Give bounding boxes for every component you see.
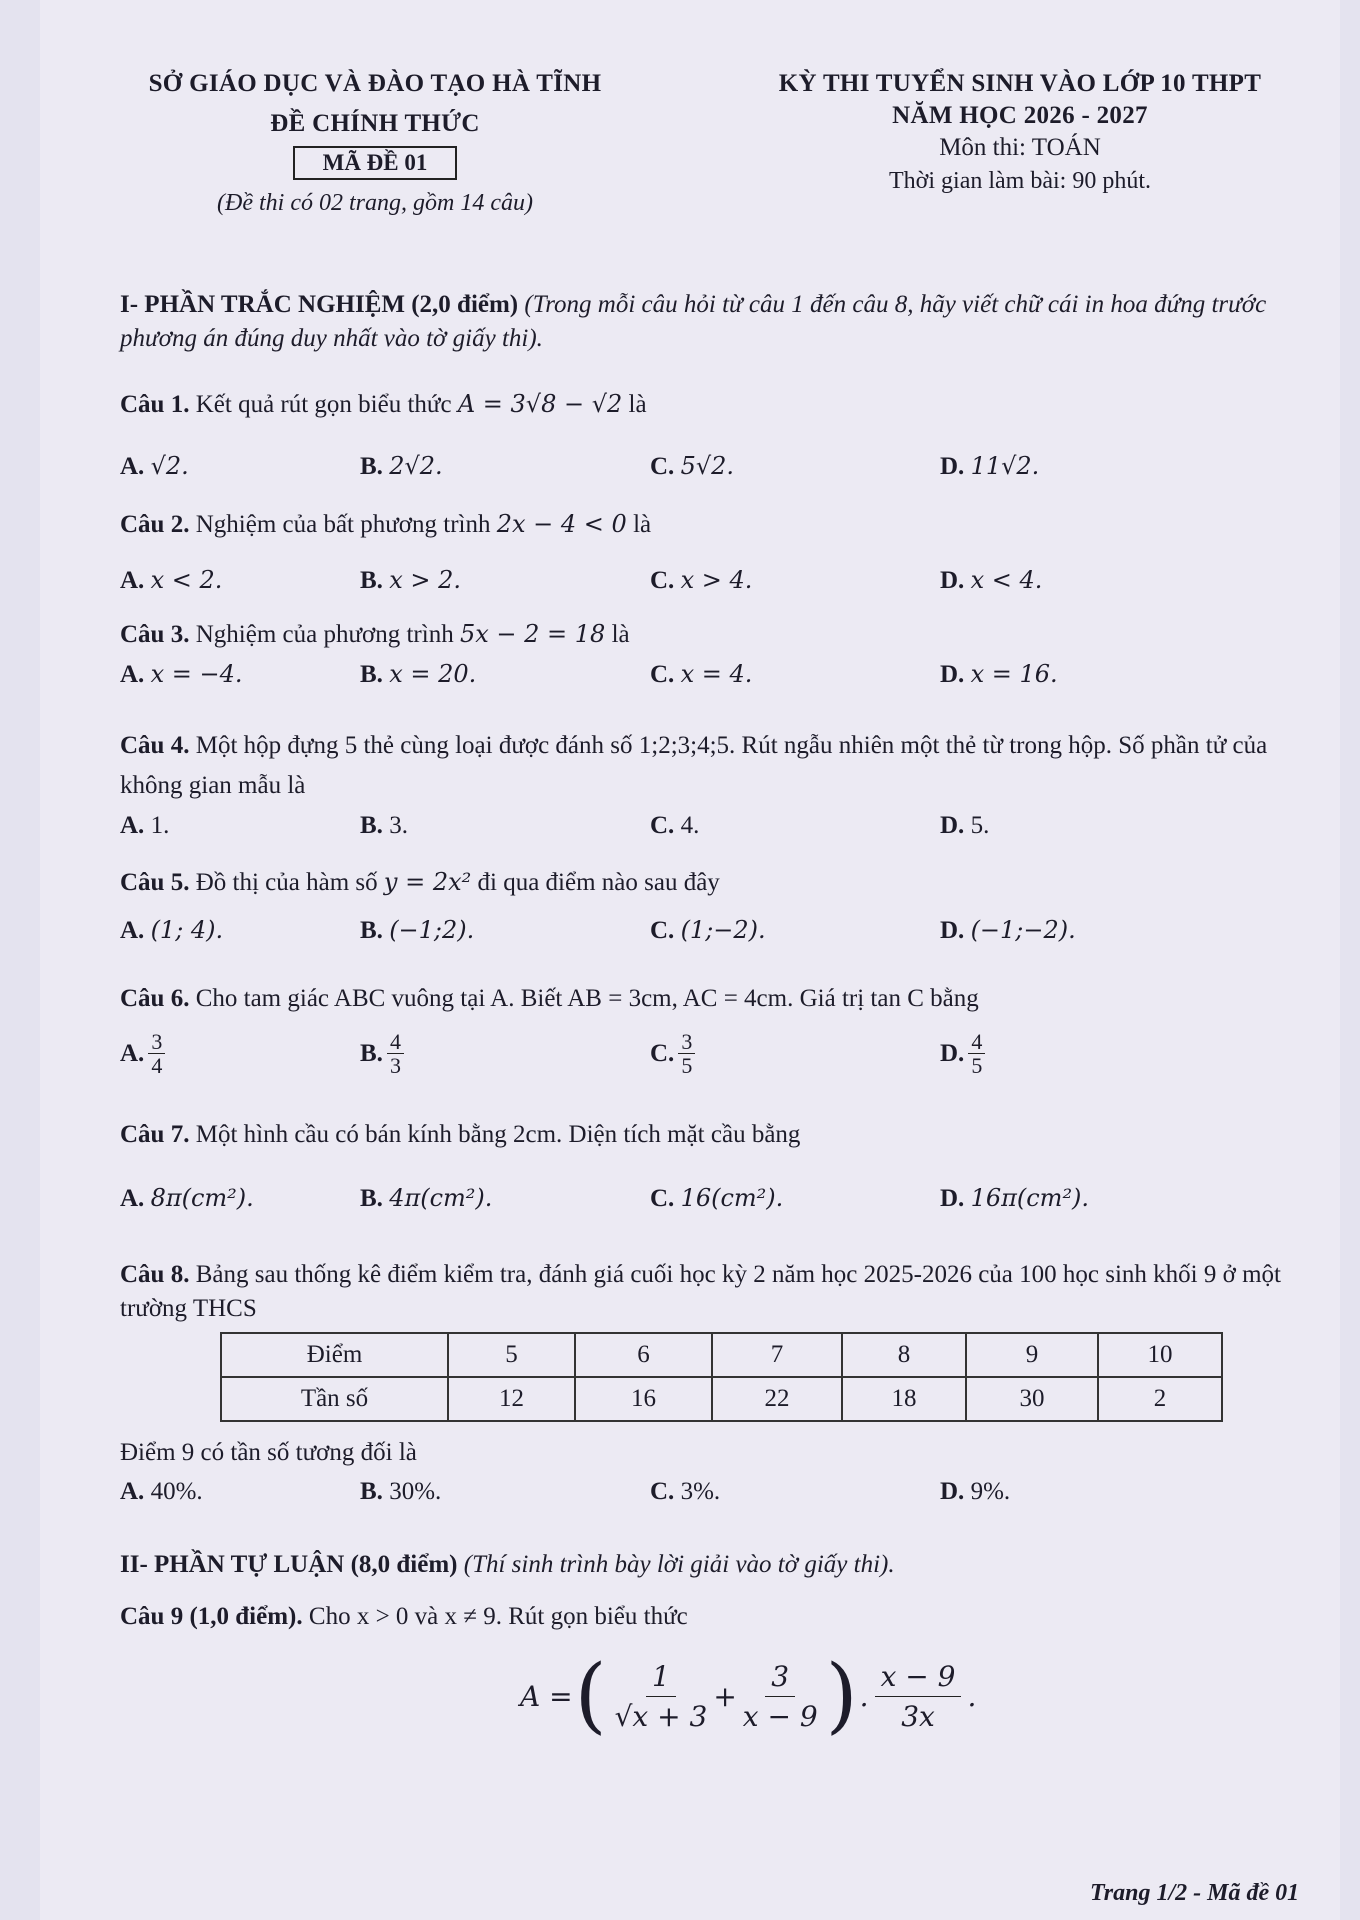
- q6-label: Câu 6.: [120, 985, 190, 1012]
- header-left: [140, 70, 610, 217]
- q4-option-d: 5.: [970, 812, 990, 839]
- q7-label: Câu 7.: [120, 1121, 190, 1148]
- question-2: [120, 508, 1310, 542]
- q2-option-d: x < 4.: [970, 566, 1043, 594]
- q1-option-b: 2√2.: [389, 452, 443, 480]
- right-paren: ): [825, 1648, 858, 1743]
- table-header-score: Điểm: [221, 1333, 448, 1377]
- question-8: [120, 1258, 1310, 1326]
- left-paren: (: [574, 1648, 607, 1743]
- q5-label: Câu 5.: [120, 869, 190, 896]
- option-letter-a: A.: [120, 812, 145, 839]
- q1-option-a: √2.: [150, 452, 189, 480]
- question-5: [120, 866, 1310, 900]
- q5-option-d: (−1;−2).: [970, 916, 1076, 944]
- option-letter-b: B.: [360, 1478, 383, 1505]
- option-letter-c: C.: [650, 1185, 675, 1212]
- table-cell: 6: [575, 1333, 712, 1377]
- table-row: [221, 1377, 1222, 1421]
- option-letter-d: D.: [940, 1039, 965, 1067]
- page-footer: Trang 1/2 - Mã đề 01: [1090, 1880, 1300, 1906]
- q3-option-c: x = 4.: [680, 660, 753, 688]
- pages-note: (Đề thi có 02 trang, gồm 14 câu): [217, 190, 533, 216]
- q5-option-b: (−1;2).: [389, 916, 475, 944]
- q5-tail: đi qua điểm nào sau đây: [477, 869, 720, 896]
- option-letter-c: C.: [650, 1478, 675, 1505]
- option-letter-c: C.: [650, 567, 675, 594]
- part2-title: II- PHẦN TỰ LUẬN (8,0 điểm): [120, 1551, 458, 1578]
- q6-a-den: 4: [151, 1053, 163, 1079]
- q5-text: Đồ thị của hàm số: [195, 869, 378, 896]
- q1-option-c: 5√2.: [680, 452, 735, 480]
- table-cell: 22: [712, 1377, 842, 1421]
- table-cell: 7: [712, 1333, 842, 1377]
- option-letter-d: D.: [940, 812, 965, 839]
- question-3: [120, 618, 1310, 652]
- fraction-1: [615, 1660, 708, 1733]
- exam-duration: Thời gian làm bài: 90 phút.: [889, 168, 1151, 194]
- q7-option-a: 8π(cm²).: [150, 1184, 254, 1212]
- q6-c-den: 5: [681, 1053, 693, 1079]
- q6-option-d: [968, 1030, 985, 1077]
- question-1: [120, 388, 1310, 422]
- q8-option-c: 3%.: [680, 1478, 721, 1505]
- q8-option-d: 9%.: [970, 1478, 1011, 1505]
- question-6: [120, 982, 1310, 1016]
- header-right: [720, 70, 1320, 195]
- q6-option-a: [148, 1030, 165, 1077]
- table-cell: 9: [966, 1333, 1098, 1377]
- option-letter-b: B.: [360, 453, 383, 480]
- table-cell: 18: [842, 1377, 966, 1421]
- option-letter-a: A.: [120, 661, 145, 688]
- formula-lhs: A =: [520, 1679, 573, 1713]
- option-letter-c: C.: [650, 661, 675, 688]
- option-letter-c: C.: [650, 453, 675, 480]
- q7-text: Một hình cầu có bán kính bằng 2cm. Diện tích mặt cầu bằng: [195, 1121, 801, 1148]
- q1-text: Kết quả rút gọn biểu thức: [195, 391, 452, 418]
- q1-math: A = 3√8 − √2: [457, 390, 623, 418]
- q9-formula: [520, 1648, 977, 1743]
- q4-option-b: 3.: [389, 812, 408, 839]
- option-letter-d: D.: [940, 453, 965, 480]
- question-9: [120, 1600, 1310, 1634]
- option-letter-c: C.: [650, 1039, 675, 1067]
- q6-d-den: 5: [971, 1053, 983, 1079]
- option-letter-d: D.: [940, 917, 965, 944]
- q2-option-c: x > 4.: [680, 566, 753, 594]
- q4-label: Câu 4.: [120, 732, 190, 759]
- q6-d-num: 4: [968, 1030, 985, 1054]
- exam-title: KỲ THI TUYỂN SINH VÀO LỚP 10 THPT: [778, 70, 1262, 97]
- table-cell: 5: [448, 1333, 575, 1377]
- exam-code: MÃ ĐỀ 01: [293, 146, 458, 180]
- table-header-frequency: Tần số: [221, 1377, 448, 1421]
- exam-subject: Môn thi: TOÁN: [939, 134, 1101, 161]
- q2-text: Nghiệm của bất phương trình: [195, 511, 491, 538]
- q1-label: Câu 1.: [120, 391, 190, 418]
- q5-option-c: (1;−2).: [680, 916, 766, 944]
- option-letter-d: D.: [940, 661, 965, 688]
- q2-option-b: x > 2.: [389, 566, 461, 594]
- table-row: [221, 1333, 1222, 1377]
- option-letter-b: B.: [360, 1039, 383, 1067]
- question-4: [120, 726, 1310, 806]
- fraction-3: [875, 1660, 962, 1733]
- q4-option-c: 4.: [680, 812, 700, 839]
- q5-option-a: (1; 4).: [150, 916, 224, 944]
- q7-option-c: 16(cm²).: [680, 1184, 784, 1212]
- q3-tail: là: [611, 621, 630, 648]
- q3-option-b: x = 20.: [389, 660, 477, 688]
- option-letter-b: B.: [360, 812, 383, 839]
- q8-option-b: 30%.: [389, 1478, 442, 1505]
- q3-text: Nghiệm của phương trình: [195, 621, 454, 648]
- q8-label: Câu 8.: [120, 1261, 190, 1288]
- exam-year: NĂM HỌC 2026 - 2027: [892, 102, 1148, 129]
- exam-page: [40, 0, 1340, 1920]
- q5-math: y = 2x²: [383, 868, 472, 896]
- q2-math: 2x − 4 < 0: [496, 510, 627, 538]
- q6-text: Cho tam giác ABC vuông tại A. Biết AB = 3cm, AC = 4cm. Giá trị tan C bằng: [195, 985, 979, 1012]
- q6-option-b: [387, 1030, 404, 1077]
- q1-tail: là: [628, 391, 647, 418]
- q1-option-d: 11√2.: [970, 452, 1040, 480]
- q6-a-num: 3: [148, 1030, 165, 1054]
- option-letter-b: B.: [360, 567, 383, 594]
- q6-c-num: 3: [678, 1030, 695, 1054]
- q7-option-d: 16π(cm²).: [970, 1184, 1090, 1212]
- option-letter-a: A.: [120, 453, 145, 480]
- department: SỞ GIÁO DỤC VÀ ĐÀO TẠO HÀ TĨNH: [148, 70, 602, 97]
- q9-text: Cho x > 0 và x ≠ 9. Rút gọn biểu thức: [308, 1603, 688, 1630]
- option-letter-a: A.: [120, 567, 145, 594]
- q3-label: Câu 3.: [120, 621, 190, 648]
- fraction-3-denominator: 3x: [901, 1699, 935, 1733]
- q3-option-d: x = 16.: [970, 660, 1058, 688]
- q4-text: Một hộp đựng 5 thẻ cùng loại được đánh số 1;2;3;4;5. Rút ngẫu nhiên một thẻ từ trong hộp. Số phần tử của không gian mẫu là: [120, 732, 1268, 799]
- option-letter-a: A.: [120, 1039, 145, 1067]
- q3-math: 5x − 2 = 18: [459, 620, 606, 648]
- table-cell: 2: [1098, 1377, 1222, 1421]
- option-letter-d: D.: [940, 567, 965, 594]
- fraction-2-numerator: 3: [765, 1660, 795, 1697]
- fraction-2-denominator: x − 9: [742, 1699, 818, 1733]
- q6-b-den: 3: [389, 1053, 401, 1079]
- option-letter-a: A.: [120, 917, 145, 944]
- q8-after-text: Điểm 9 có tần số tương đối là: [120, 1439, 417, 1466]
- part1-title: I- PHẦN TRẮC NGHIỆM (2,0 điểm): [120, 291, 519, 318]
- q7-option-b: 4π(cm²).: [389, 1184, 493, 1212]
- fraction-3-numerator: x − 9: [875, 1660, 962, 1697]
- table-cell: 30: [966, 1377, 1098, 1421]
- q8-text: Bảng sau thống kê điểm kiểm tra, đánh giá cuối học kỳ 2 năm học 2025-2026 của 100 học sinh khối 9 ở một trường THCS: [120, 1261, 1281, 1322]
- question-7: [120, 1118, 1310, 1152]
- option-letter-b: B.: [360, 917, 383, 944]
- option-letter-a: A.: [120, 1478, 145, 1505]
- part2-heading: [120, 1548, 1310, 1582]
- score-frequency-table: [220, 1332, 1223, 1422]
- q6-b-num: 4: [387, 1030, 404, 1054]
- q2-tail: là: [633, 511, 652, 538]
- part2-instruction: (Thí sinh trình bày lời giải vào tờ giấy thi).: [463, 1551, 895, 1578]
- option-letter-b: B.: [360, 661, 383, 688]
- table-cell: 12: [448, 1377, 575, 1421]
- q2-label: Câu 2.: [120, 511, 190, 538]
- plus-sign: +: [713, 1679, 737, 1713]
- q8-option-a: 40%.: [150, 1478, 203, 1505]
- multiply-dot: .: [859, 1679, 869, 1713]
- formula-end: .: [967, 1679, 977, 1713]
- q3-option-a: x = −4.: [150, 660, 243, 688]
- official-label: ĐỀ CHÍNH THỨC: [270, 110, 480, 137]
- option-letter-a: A.: [120, 1185, 145, 1212]
- q4-option-a: 1.: [150, 812, 170, 839]
- part1-heading: [120, 288, 1310, 356]
- fraction-1-numerator: 1: [646, 1660, 676, 1697]
- fraction-1-denominator: √x + 3: [614, 1699, 708, 1733]
- q6-options: [120, 1030, 1310, 1090]
- option-letter-c: C.: [650, 812, 675, 839]
- table-cell: 10: [1098, 1333, 1222, 1377]
- table-cell: 8: [842, 1333, 966, 1377]
- option-letter-d: D.: [940, 1185, 965, 1212]
- table-cell: 16: [575, 1377, 712, 1421]
- q2-option-a: x < 2.: [150, 566, 223, 594]
- q9-label: Câu 9 (1,0 điểm).: [120, 1603, 303, 1630]
- part1-instruction: (Trong mỗi câu hỏi từ câu 1 đến câu 8, hãy viết chữ cái in hoa đứng trước phương án đúng duy nhất vào tờ giấy thi).: [120, 291, 1267, 352]
- option-letter-c: C.: [650, 917, 675, 944]
- option-letter-d: D.: [940, 1478, 965, 1505]
- fraction-2: [743, 1660, 818, 1733]
- q6-option-c: [678, 1030, 695, 1077]
- option-letter-b: B.: [360, 1185, 383, 1212]
